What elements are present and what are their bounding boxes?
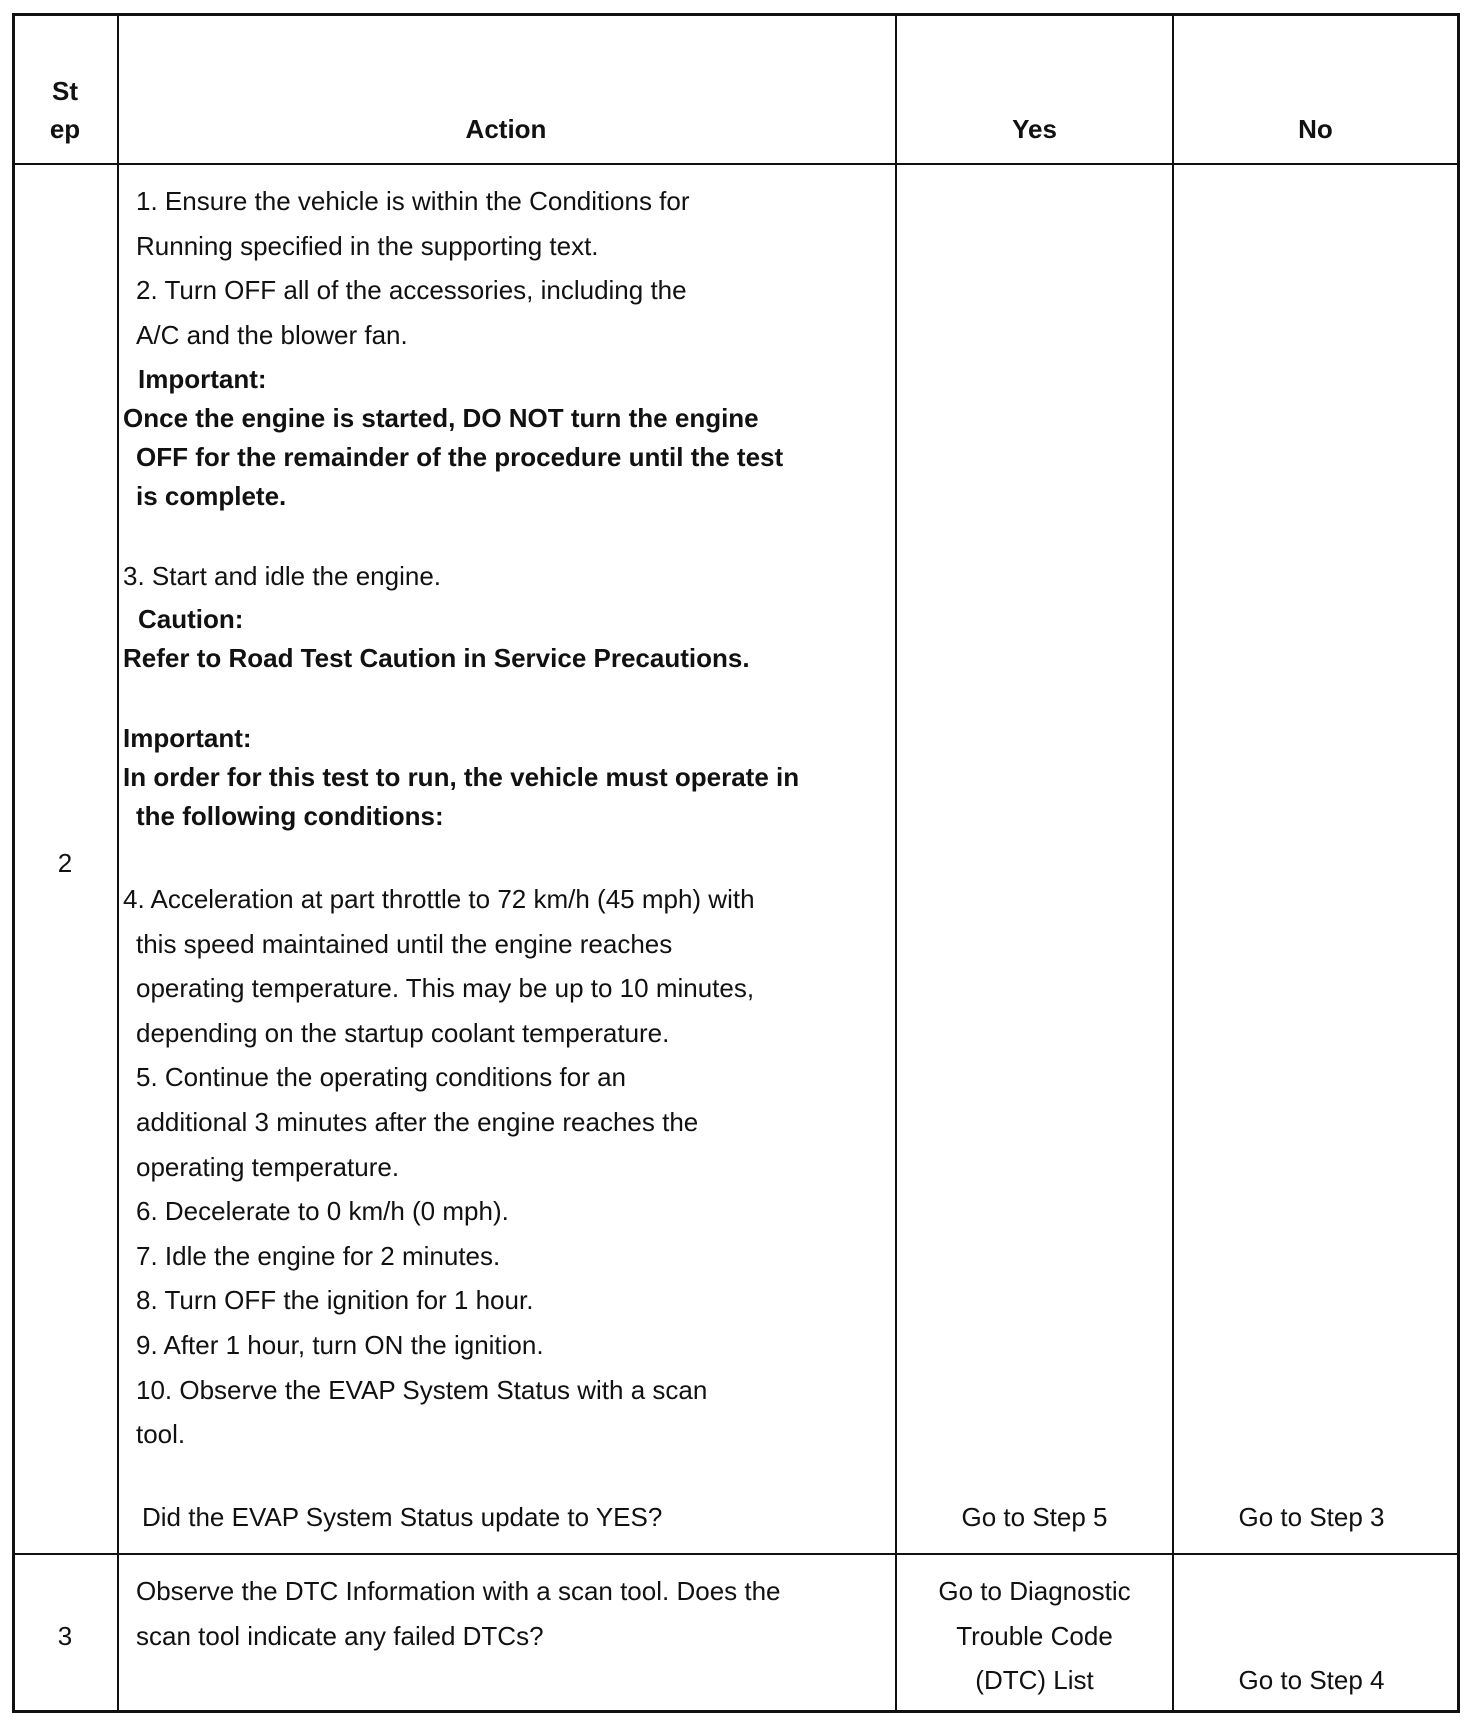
column-divider — [895, 16, 897, 1710]
important-text: is complete. — [136, 481, 287, 511]
column-divider — [1172, 16, 1174, 1710]
action-line: 3. Start and idle the engine. — [123, 561, 442, 591]
yes-result: Go to Step 5 — [961, 1502, 1108, 1532]
action-line: Observe the DTC Information with a scan tool. Does the — [136, 1576, 781, 1606]
yes-result: Trouble Code — [956, 1621, 1113, 1651]
action-line: this speed maintained until the engine reaches — [136, 929, 673, 959]
action-line: 6. Decelerate to 0 km/h (0 mph). — [136, 1196, 509, 1226]
caution-text: Refer to Road Test Caution in Service Precautions. — [123, 643, 750, 673]
important-label: Important: — [123, 723, 252, 753]
yes-result: (DTC) List — [975, 1665, 1094, 1695]
action-question: Did the EVAP System Status update to YES? — [142, 1502, 663, 1532]
action-line: A/C and the blower fan. — [136, 320, 408, 350]
row-divider — [15, 1553, 1457, 1555]
action-line: 8. Turn OFF the ignition for 1 hour. — [136, 1285, 534, 1315]
action-line: 4. Acceleration at part throttle to 72 km/h (45 mph) with — [123, 884, 755, 914]
action-line: 7. Idle the engine for 2 minutes. — [136, 1241, 501, 1271]
header-yes: Yes — [1012, 114, 1057, 144]
no-result: Go to Step 4 — [1238, 1665, 1385, 1695]
yes-result: Go to Diagnostic — [938, 1576, 1131, 1606]
header-step: St ep — [49, 76, 81, 144]
important-label: Important: — [138, 364, 267, 394]
action-line: 5. Continue the operating conditions for an — [136, 1062, 627, 1092]
action-line: additional 3 minutes after the engine reaches the — [136, 1107, 699, 1137]
diagnostic-table — [12, 13, 1460, 1713]
no-result: Go to Step 3 — [1238, 1502, 1385, 1532]
important-text: OFF for the remainder of the procedure until the test — [136, 442, 784, 472]
caution-label: Caution: — [138, 604, 244, 634]
action-line: tool. — [136, 1419, 186, 1449]
step-number-2: 2 — [57, 848, 73, 878]
action-line: 9. After 1 hour, turn ON the ignition. — [136, 1330, 544, 1360]
header-action: Action — [465, 114, 547, 144]
action-line: 10. Observe the EVAP System Status with a scan — [136, 1375, 708, 1405]
action-line: 2. Turn OFF all of the accessories, including the — [136, 275, 687, 305]
step-number-3: 3 — [57, 1621, 73, 1651]
important-text: In order for this test to run, the vehicle must operate in — [123, 762, 800, 792]
action-line: scan tool indicate any failed DTCs? — [136, 1621, 544, 1651]
important-text: the following conditions: — [136, 801, 444, 831]
action-line: operating temperature. This may be up to 10 minutes, — [136, 973, 755, 1003]
action-line: operating temperature. — [136, 1152, 400, 1182]
action-line: 1. Ensure the vehicle is within the Conditions for — [136, 186, 690, 216]
action-line: Running specified in the supporting text. — [136, 231, 599, 261]
column-divider — [117, 16, 119, 1710]
header-no: No — [1298, 114, 1333, 144]
action-line: depending on the startup coolant temperature. — [136, 1018, 670, 1048]
important-text: Once the engine is started, DO NOT turn the engine — [123, 403, 759, 433]
row-divider — [15, 163, 1457, 165]
